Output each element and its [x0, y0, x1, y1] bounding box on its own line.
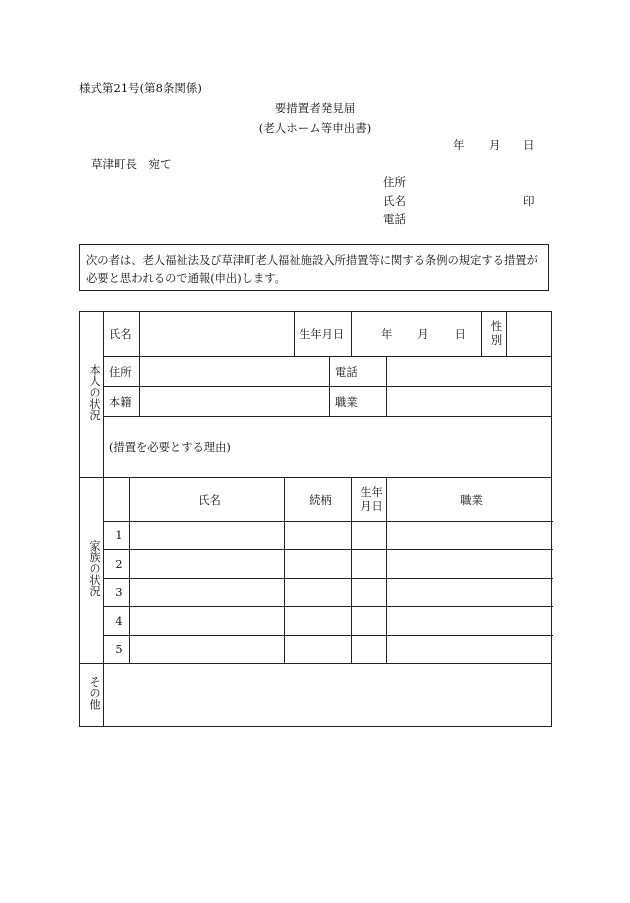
- date-year-label: 年: [453, 138, 465, 152]
- addressee: 草津町長 宛て: [91, 157, 172, 171]
- family-row-number: 1: [104, 522, 130, 550]
- family-occupation-header: 職業: [387, 478, 552, 522]
- applicant-address-label: 住所: [383, 175, 406, 189]
- form-number: 様式第21号(第8条関係): [79, 81, 202, 95]
- person-reason-field[interactable]: [104, 417, 552, 478]
- person-reason-label: (措置を必要とする理由): [109, 441, 231, 454]
- family-row-relation-field[interactable]: [285, 579, 352, 607]
- person-phone-field[interactable]: [387, 357, 552, 387]
- family-row-name-field[interactable]: [130, 607, 285, 636]
- person-occupation-field[interactable]: [387, 387, 552, 417]
- family-row-relation-field[interactable]: [285, 550, 352, 579]
- person-occupation-label: 職業: [330, 387, 387, 417]
- family-row-dob-field[interactable]: [352, 636, 387, 664]
- family-row: [80, 522, 552, 550]
- document-title: 要措置者発見届: [274, 101, 356, 115]
- document-subtitle: (老人ホーム等申出書): [258, 121, 372, 135]
- person-address-field[interactable]: [140, 357, 330, 387]
- person-address-label: 住所: [104, 357, 140, 387]
- family-row-relation-field[interactable]: [285, 522, 352, 550]
- family-row-number: 5: [104, 636, 130, 664]
- family-section-label: 家族の状況: [80, 478, 104, 664]
- person-dob-month: 月: [417, 328, 429, 341]
- family-row: [80, 636, 552, 664]
- family-row-occupation-field[interactable]: [387, 550, 552, 579]
- family-row-occupation-field[interactable]: [387, 579, 552, 607]
- family-row-relation-field[interactable]: [285, 636, 352, 664]
- seal-mark: 印: [523, 194, 535, 208]
- notice-text: 次の者は、老人福祉法及び草津町老人福祉施設入所措置等に関する条例の規定する措置が必要と思われるので通報(申出)します。: [79, 244, 549, 291]
- family-row-occupation-field[interactable]: [387, 607, 552, 636]
- family-row-number: 3: [104, 579, 130, 607]
- family-row-dob-field[interactable]: [352, 550, 387, 579]
- family-relation-header: 続柄: [285, 478, 352, 522]
- person-domicile-field[interactable]: [140, 387, 330, 417]
- family-row-name-field[interactable]: [130, 550, 285, 579]
- family-row-name-field[interactable]: [130, 579, 285, 607]
- family-row-name-field[interactable]: [130, 636, 285, 664]
- date-day-label: 日: [523, 138, 535, 152]
- person-domicile-label: 本籍: [104, 387, 140, 417]
- family-row-occupation-field[interactable]: [387, 522, 552, 550]
- family-row-relation-field[interactable]: [285, 607, 352, 636]
- person-phone-label: 電話: [330, 357, 387, 387]
- person-dob-day: 日: [454, 328, 466, 341]
- person-section-label: 本人の状況: [80, 312, 104, 478]
- family-name-header: 氏名: [130, 478, 285, 522]
- person-dob-label: 生年月日: [295, 312, 352, 357]
- applicant-name-label: 氏名: [383, 194, 406, 208]
- person-name-label: 氏名: [104, 312, 140, 357]
- family-row: [80, 607, 552, 636]
- family-row-number: 2: [104, 550, 130, 579]
- person-sex-field[interactable]: [507, 312, 552, 357]
- person-dob-parts: [357, 328, 466, 341]
- family-row-number: 4: [104, 607, 130, 636]
- person-dob-field[interactable]: [352, 312, 482, 357]
- family-row: [80, 579, 552, 607]
- family-row-dob-field[interactable]: [352, 607, 387, 636]
- family-row-dob-field[interactable]: [352, 579, 387, 607]
- person-name-field[interactable]: [140, 312, 295, 357]
- other-field[interactable]: [104, 664, 552, 727]
- applicant-phone-label: 電話: [383, 212, 406, 226]
- family-dob-header: 生年 月日: [352, 478, 387, 522]
- report-form-table: [79, 311, 552, 727]
- family-number-header: [104, 478, 130, 522]
- person-sex-label: 性 別: [482, 312, 507, 357]
- other-section-label: その他: [80, 664, 104, 727]
- family-row: [80, 550, 552, 579]
- person-dob-year: 年: [381, 328, 393, 341]
- family-row-name-field[interactable]: [130, 522, 285, 550]
- family-row-dob-field[interactable]: [352, 522, 387, 550]
- date-month-label: 月: [489, 138, 501, 152]
- family-row-occupation-field[interactable]: [387, 636, 552, 664]
